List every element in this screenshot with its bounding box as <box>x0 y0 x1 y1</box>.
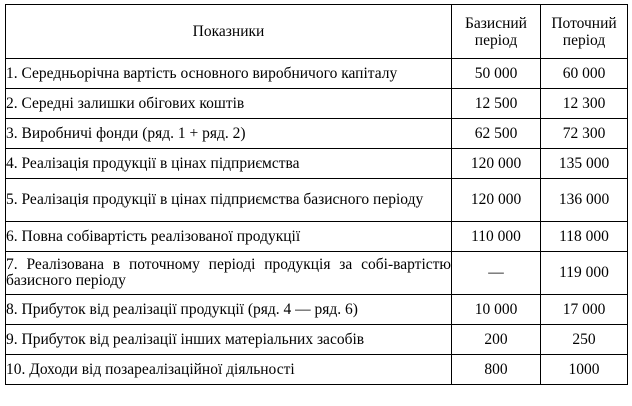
row-current-value: 72 300 <box>541 119 628 149</box>
table-row <box>6 179 628 222</box>
table-row <box>6 59 628 89</box>
table-row <box>6 295 628 325</box>
table-row <box>6 325 628 355</box>
row-base-value: 120 000 <box>452 179 541 222</box>
row-current-value: 250 <box>541 325 628 355</box>
row-base-value: 50 000 <box>452 59 541 89</box>
row-current-value: 135 000 <box>541 149 628 179</box>
row-current-value: 118 000 <box>541 222 628 252</box>
row-base-value: 120 000 <box>452 149 541 179</box>
table-row <box>6 89 628 119</box>
row-label: 9. Прибуток від реалізації інших матеріальних засобів <box>6 325 452 355</box>
row-label: 2. Середні залишки обігових коштів <box>6 89 452 119</box>
row-base-value: 10 000 <box>452 295 541 325</box>
row-label: 3. Виробничі фонди (ряд. 1 + ряд. 2) <box>6 119 452 149</box>
row-label: 8. Прибуток від реалізації продукції (ряд. 4 — ряд. 6) <box>6 295 452 325</box>
row-label: 6. Повна собівартість реалізованої продукції <box>6 222 452 252</box>
row-base-value: 800 <box>452 355 541 385</box>
row-label: 4. Реалізація продукції в цінах підприємства <box>6 149 452 179</box>
row-current-value: 119 000 <box>541 252 628 295</box>
row-current-value: 1000 <box>541 355 628 385</box>
row-label: 10. Доходи від позареалізаційної діяльності <box>6 355 452 385</box>
row-base-value: 62 500 <box>452 119 541 149</box>
table-row <box>6 222 628 252</box>
row-current-value: 60 000 <box>541 59 628 89</box>
table-row <box>6 119 628 149</box>
header-base-period: Базисний період <box>452 5 541 59</box>
row-base-value: 200 <box>452 325 541 355</box>
indicators-table <box>5 4 628 385</box>
table-row <box>6 355 628 385</box>
row-base-value: 110 000 <box>452 222 541 252</box>
table-row <box>6 149 628 179</box>
header-indicators: Показники <box>6 5 452 59</box>
row-label: 7. Реалізована в поточному періоді продукція за собі-вартістю базисного періоду <box>6 252 452 295</box>
row-base-value: — <box>452 252 541 295</box>
row-label: 1. Середньорічна вартість основного виробничого капіталу <box>6 59 452 89</box>
table-header-row <box>6 5 628 59</box>
row-current-value: 136 000 <box>541 179 628 222</box>
row-current-value: 17 000 <box>541 295 628 325</box>
header-current-period: Поточний період <box>541 5 628 59</box>
row-base-value: 12 500 <box>452 89 541 119</box>
row-label: 5. Реалізація продукції в цінах підприємства базисного періоду <box>6 179 452 222</box>
row-current-value: 12 300 <box>541 89 628 119</box>
table-row <box>6 252 628 295</box>
